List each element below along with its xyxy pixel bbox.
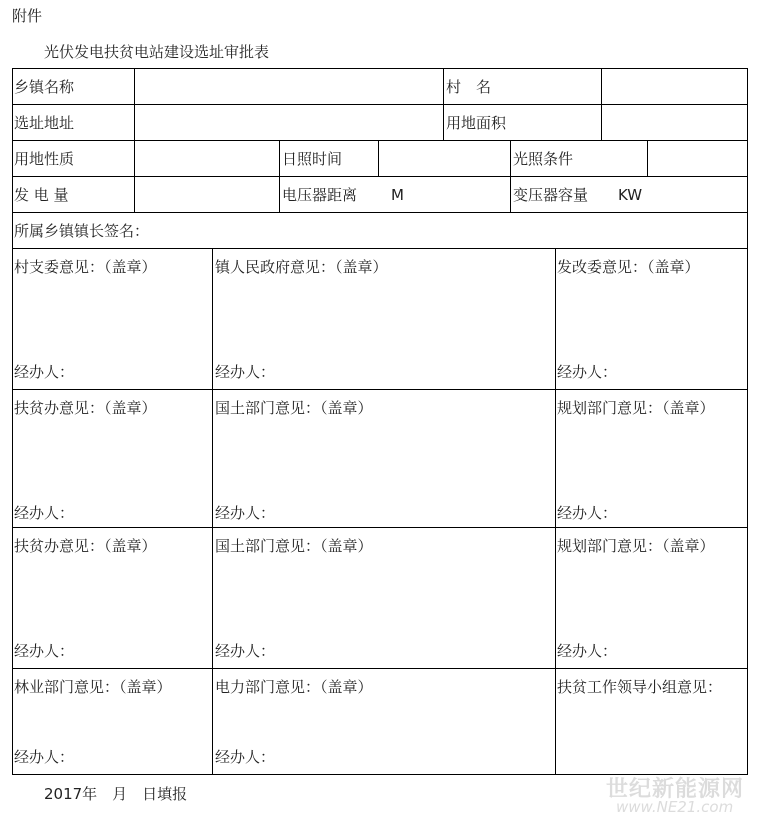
table-rule (134, 140, 135, 176)
table-rule (12, 248, 748, 249)
transformer-capacity-label: 变压器容量 (513, 186, 589, 204)
table-rule (12, 68, 13, 775)
table-rule (12, 389, 748, 390)
light-conditions-label: 光照条件 (513, 150, 574, 168)
land-area-label: 用地面积 (446, 114, 507, 132)
table-rule (134, 176, 135, 212)
township-name-label: 乡镇名称 (14, 78, 75, 96)
attachment-label: 附件 (12, 7, 43, 25)
opinion-label: 规划部门意见：（盖章） (557, 537, 715, 555)
handler-label: 经办人： (215, 748, 276, 766)
handler-label: 经办人： (215, 642, 276, 660)
table-rule (12, 176, 748, 177)
opinion-label: 国土部门意见：（盖章） (215, 537, 373, 555)
handler-label: 经办人： (557, 642, 618, 660)
table-rule (510, 140, 511, 212)
opinion-label: 扶贫办意见：（盖章） (14, 399, 157, 417)
generation-label: 发 电 量 (14, 186, 69, 204)
handler-label: 经办人： (14, 363, 75, 381)
handler-label: 经办人： (14, 748, 75, 766)
opinion-label: 国土部门意见：（盖章） (215, 399, 373, 417)
table-rule (12, 527, 748, 528)
opinion-label: 村支委意见：（盖章） (14, 258, 157, 276)
handler-label: 经办人： (215, 363, 276, 381)
table-rule (12, 668, 748, 669)
opinion-label: 扶贫办意见：（盖章） (14, 537, 157, 555)
sunshine-time-label: 日照时间 (282, 150, 343, 168)
handler-label: 经办人： (215, 504, 276, 522)
table-rule (647, 140, 648, 176)
table-rule (555, 248, 556, 775)
fill-date: 2017年 月 日填报 (44, 785, 188, 803)
table-rule (747, 68, 748, 775)
table-rule (12, 140, 748, 141)
voltage-distance-label: 电压器距离 (282, 186, 358, 204)
table-rule (12, 68, 748, 69)
mayor-signature-label: 所属乡镇镇长签名： (14, 222, 150, 240)
opinion-label: 扶贫工作领导小组意见： (557, 678, 723, 696)
table-rule (279, 140, 280, 212)
opinion-label: 发改委意见：（盖章） (557, 258, 700, 276)
table-rule (12, 104, 748, 105)
table-rule (134, 68, 135, 140)
capacity-unit: KW (618, 186, 643, 204)
voltage-unit: M (391, 186, 404, 204)
opinion-label: 规划部门意见：（盖章） (557, 399, 715, 417)
handler-label: 经办人： (14, 504, 75, 522)
watermark-url: www.NE21.com (616, 798, 734, 816)
handler-label: 经办人： (557, 504, 618, 522)
village-name-label: 村 名 (446, 78, 492, 96)
table-rule (12, 212, 748, 213)
table-rule (443, 68, 444, 140)
site-address-label: 选址地址 (14, 114, 75, 132)
opinion-label: 镇人民政府意见：（盖章） (215, 258, 388, 276)
handler-label: 经办人： (557, 363, 618, 381)
opinion-label: 电力部门意见：（盖章） (215, 678, 373, 696)
table-rule (378, 140, 379, 176)
land-nature-label: 用地性质 (14, 150, 75, 168)
table-rule (212, 248, 213, 775)
opinion-label: 林业部门意见：（盖章） (14, 678, 172, 696)
table-rule (601, 68, 602, 140)
form-title: 光伏发电扶贫电站建设选址审批表 (44, 43, 270, 61)
watermark-name: 世纪新能源网 (606, 777, 745, 802)
handler-label: 经办人： (14, 642, 75, 660)
